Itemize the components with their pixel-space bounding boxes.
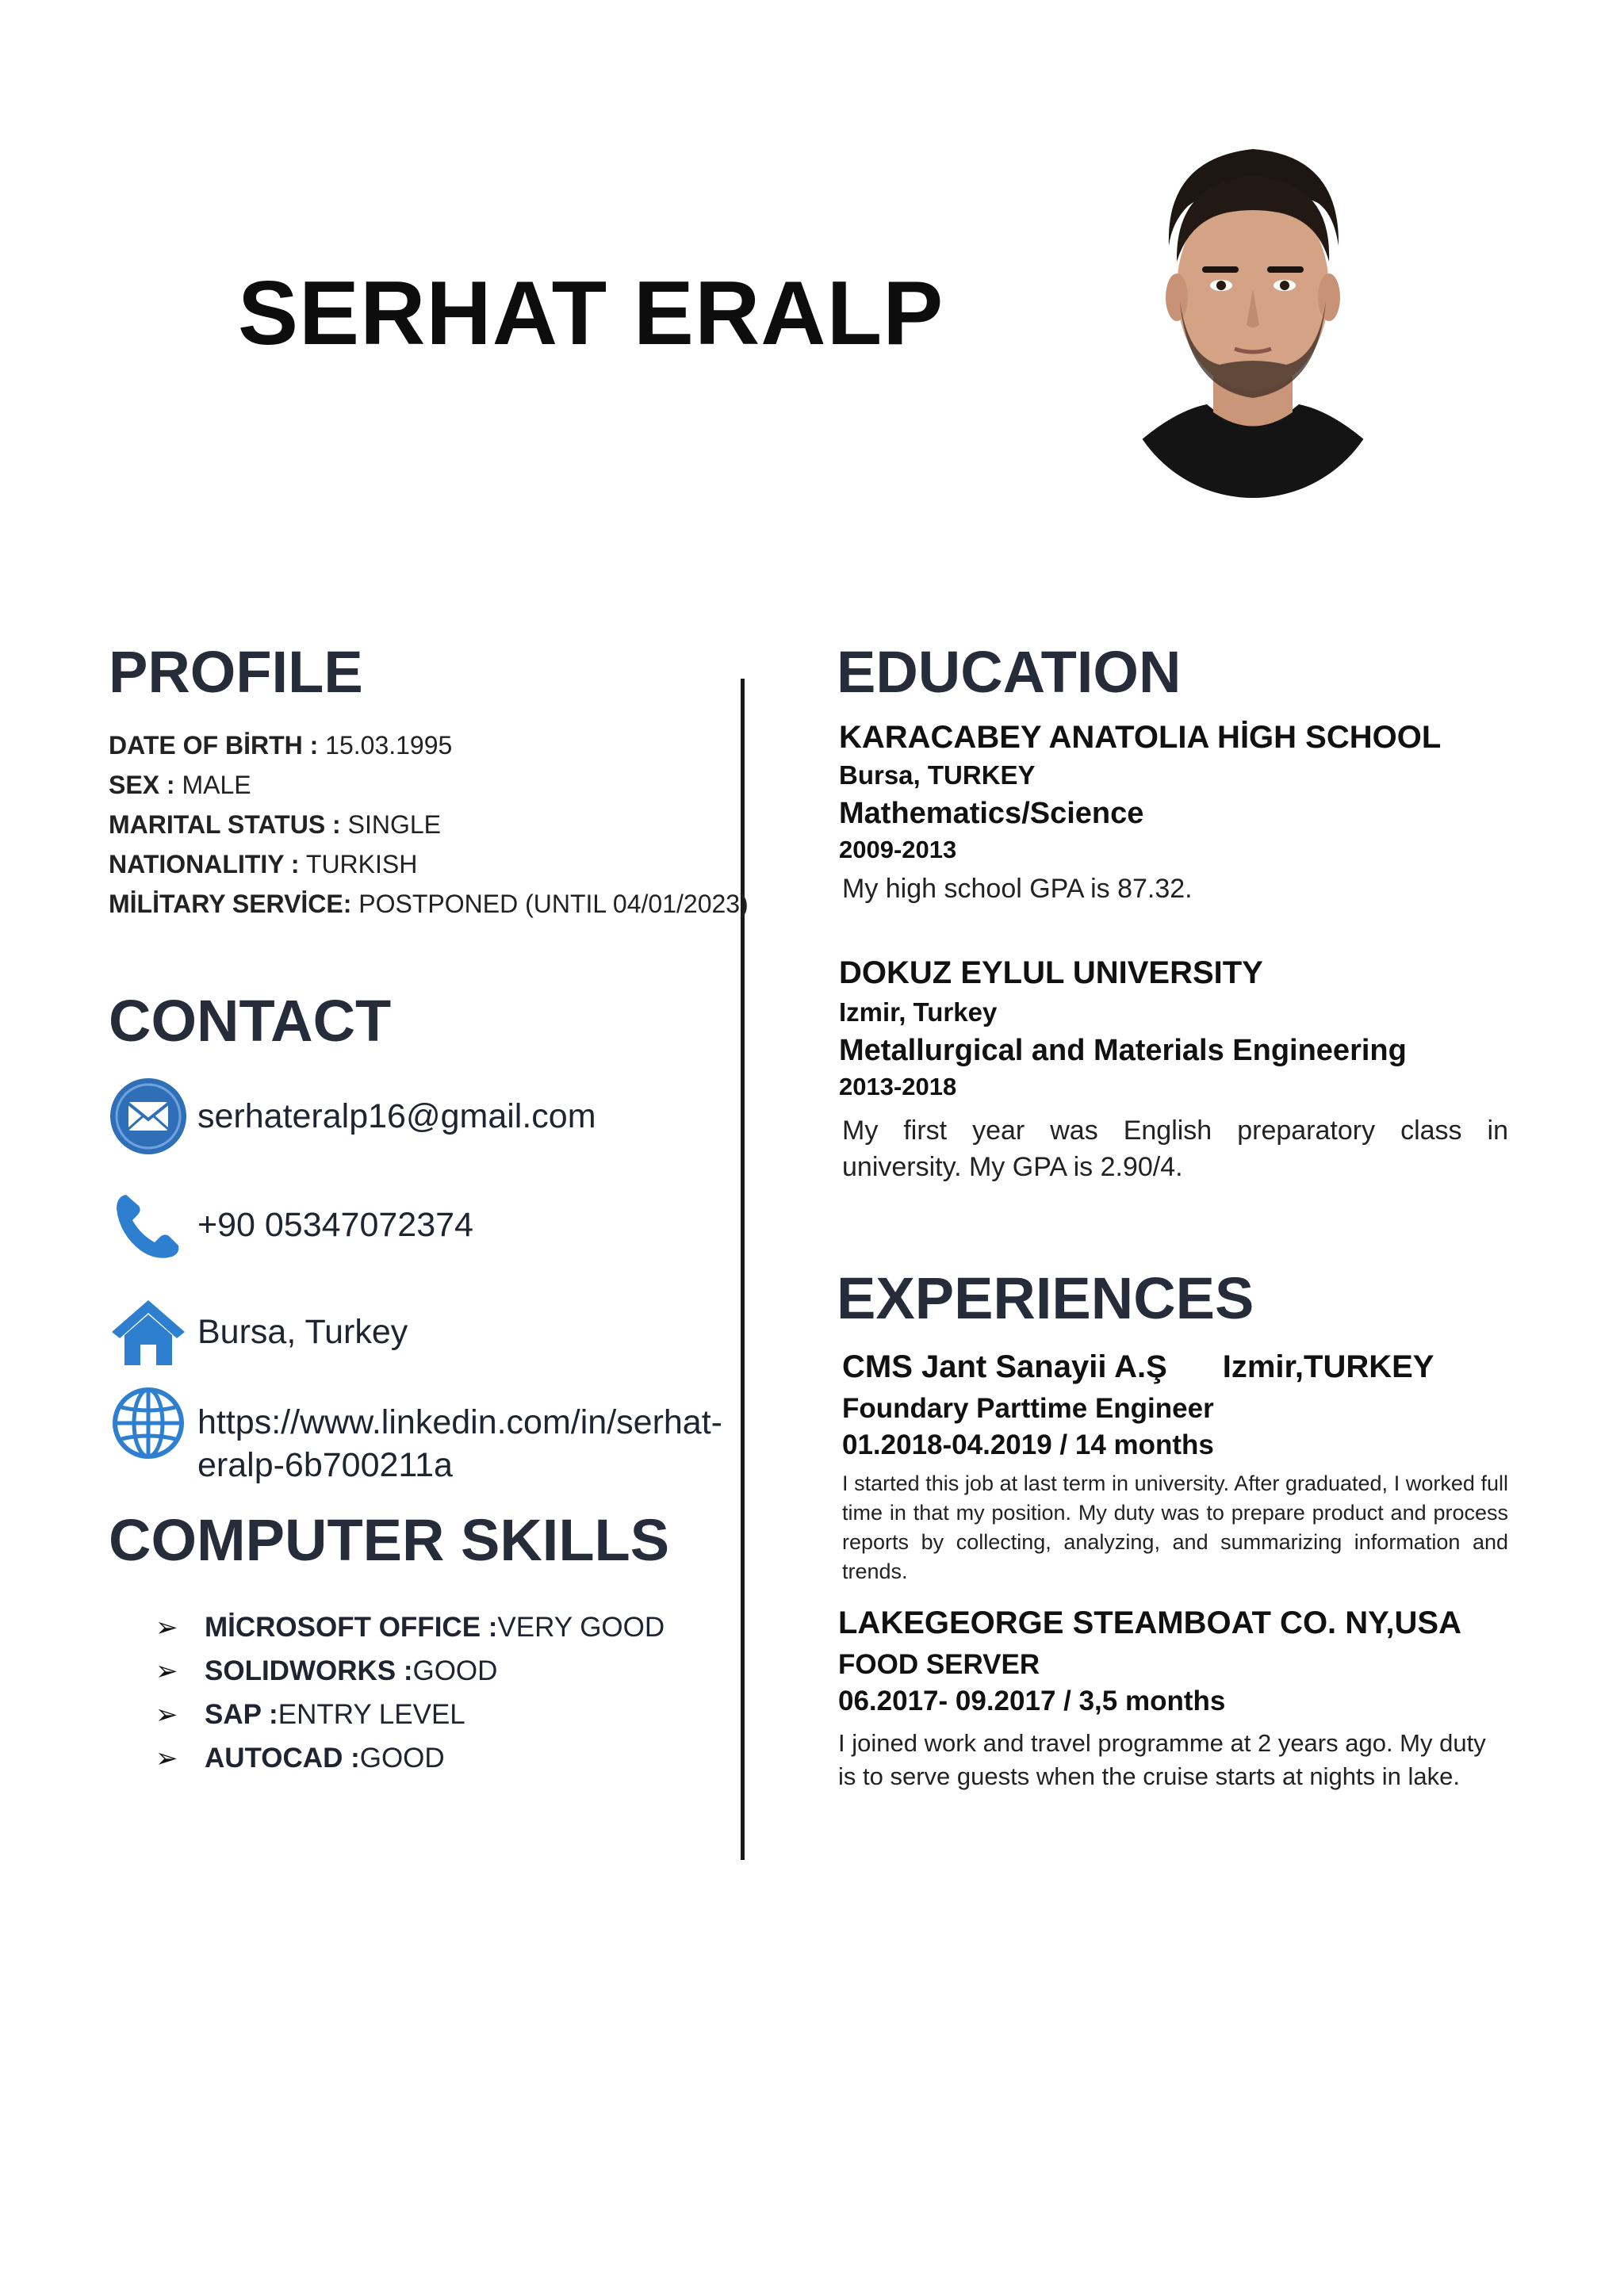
email-icon <box>109 1077 188 1156</box>
job-description: I started this job at last term in university. After graduated, I worked full time in that my position. My duty was to prepare product and process reports by collecting, analyzing, and summarizing information and trends. <box>842 1471 1508 1583</box>
contact-linkedin[interactable] <box>109 1383 722 1487</box>
job-period: 06.2017- 09.2017 / 3,5 months <box>838 1686 1226 1716</box>
skill-item: ➢ MİCROSOFT OFFICE : VERY GOOD <box>155 1611 665 1643</box>
profile-row: MARITAL STATUS : SINGLE <box>109 810 441 839</box>
school-note: My high school GPA is 87.32. <box>842 874 1193 904</box>
company-name: CMS Jant Sanayii A.Ş <box>842 1349 1167 1384</box>
skill-item: ➢ AUTOCAD : GOOD <box>155 1742 445 1774</box>
profile-photo <box>1120 127 1386 517</box>
skill-item: ➢ SOLIDWORKS : GOOD <box>155 1655 498 1686</box>
experience-entry <box>838 1605 1504 1793</box>
education-entry <box>839 720 1441 905</box>
school-name: DOKUZ EYLUL UNIVERSITY <box>839 955 1263 990</box>
company-name: LAKEGEORGE STEAMBOAT CO. NY,USA <box>838 1605 1461 1640</box>
email-text: serhateralp16@gmail.com <box>197 1096 596 1135</box>
arrow-bullet-icon: ➢ <box>155 1655 178 1686</box>
linkedin-url[interactable]: https://www.linkedin.com/in/serhat- eralp-6b700211a <box>197 1403 722 1484</box>
contact-location <box>109 1292 408 1372</box>
experiences-heading: EXPERIENCES <box>837 1265 1254 1331</box>
school-field: Metallurgical and Materials Engineering <box>839 1034 1407 1067</box>
job-role: FOOD SERVER <box>838 1649 1040 1680</box>
arrow-bullet-icon: ➢ <box>155 1699 178 1730</box>
contact-email[interactable] <box>109 1077 596 1156</box>
skill-item: ➢ SAP : ENTRY LEVEL <box>155 1698 465 1730</box>
school-years: 2009-2013 <box>839 836 957 863</box>
experience-entry <box>842 1349 1508 1586</box>
profile-row: DATE OF BİRTH : 15.03.1995 <box>109 731 453 760</box>
contact-heading: CONTACT <box>109 988 392 1054</box>
school-location: Bursa, TURKEY <box>839 760 1036 790</box>
contact-phone[interactable] <box>109 1185 473 1265</box>
phone-icon <box>109 1185 188 1265</box>
profile-heading: PROFILE <box>109 639 363 705</box>
arrow-bullet-icon: ➢ <box>155 1743 178 1774</box>
arrow-bullet-icon: ➢ <box>155 1612 178 1643</box>
school-field: Mathematics/Science <box>839 797 1144 830</box>
globe-icon <box>109 1383 188 1463</box>
profile-details <box>109 725 749 924</box>
company-location: Izmir,TURKEY <box>1222 1349 1434 1384</box>
job-period: 01.2018-04.2019 / 14 months <box>842 1429 1214 1460</box>
education-heading: EDUCATION <box>837 639 1182 705</box>
home-icon <box>109 1292 188 1372</box>
profile-row: NATIONALITIY : TURKISH <box>109 850 418 878</box>
job-role: Foundary Parttime Engineer <box>842 1393 1214 1424</box>
profile-row: SEX : MALE <box>109 771 251 799</box>
school-location: Izmir, Turkey <box>839 997 998 1027</box>
phone-text: +90 05347072374 <box>197 1205 473 1244</box>
profile-row: MİLİTARY SERVİCE: POSTPONED (UNTIL 04/01/2023) <box>109 890 749 918</box>
location-text: Bursa, Turkey <box>197 1312 408 1351</box>
education-entry <box>839 955 1508 1185</box>
experience-header <box>842 1349 1508 1385</box>
skills-list <box>155 1605 665 1780</box>
job-description: I joined work and travel programme at 2 years ago. My duty is to serve guests when the cruise starts at nights in lake. <box>838 1729 1486 1790</box>
candidate-name: SERHAT ERALP <box>238 263 944 364</box>
school-name: KARACABEY ANATOLIA HİGH SCHOOL <box>839 720 1442 755</box>
school-note: My first year was English preparatory class in university. My GPA is 2.90/4. <box>842 1115 1508 1182</box>
skills-heading: COMPUTER SKILLS <box>109 1507 670 1573</box>
school-years: 2013-2018 <box>839 1073 957 1100</box>
